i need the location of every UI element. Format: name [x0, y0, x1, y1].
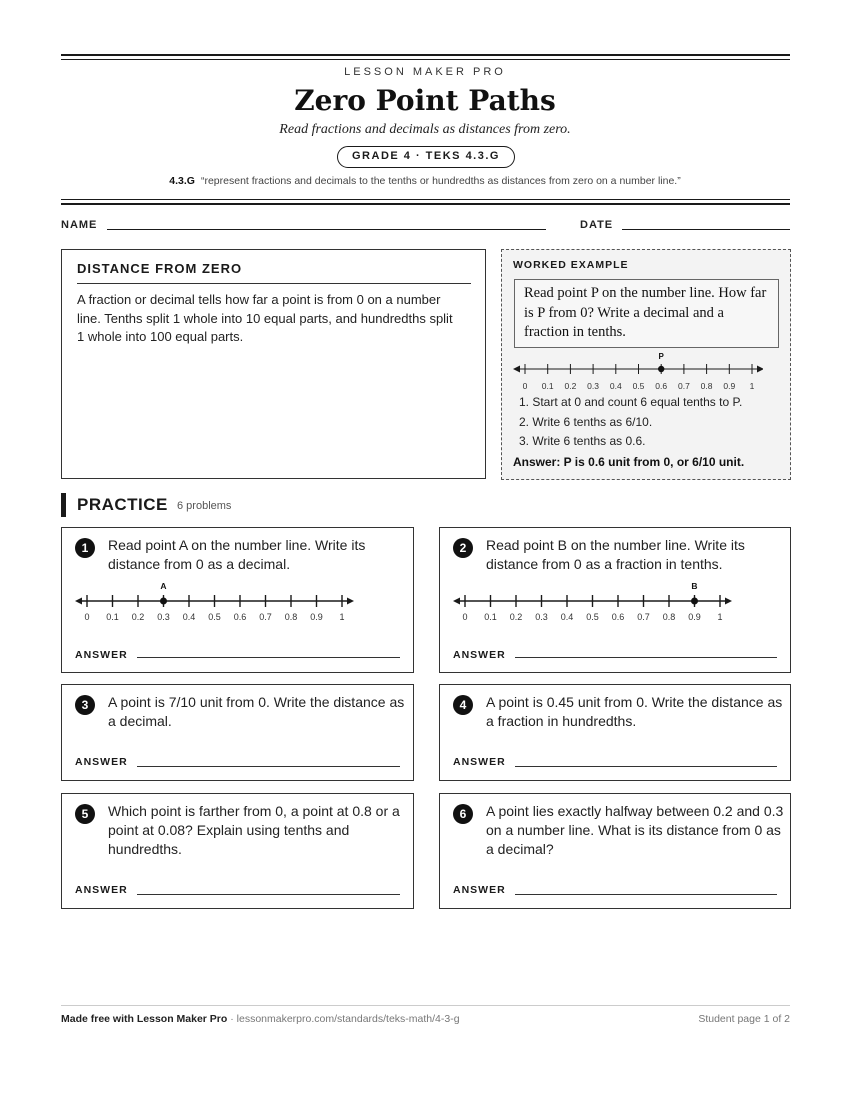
standard-line [0, 175, 850, 187]
tick-label: 0 [84, 612, 90, 622]
tick-label: 0.9 [723, 381, 736, 391]
tick-label: 0.8 [700, 381, 713, 391]
footer-made-with: Made free with Lesson Maker Pro [61, 1013, 228, 1025]
answer-field[interactable] [515, 766, 777, 767]
brand-name: LESSON MAKER PRO [344, 66, 506, 78]
problem-text: A point is 0.45 unit from 0. Write the distance as a fraction in hundredths. [486, 694, 783, 729]
tick-label: 0.6 [655, 381, 668, 391]
footer-page-number: Student page 1 of 2 [698, 1013, 790, 1025]
answer-field[interactable] [515, 894, 777, 895]
tick-label: 0.8 [284, 612, 298, 622]
concept-body: A fraction or decimal tells how far a point is from 0 on a number line. Tenths split 1 whole into 10 equal parts, and hundredths split 1 whole into 100 equal parts. [77, 292, 453, 344]
header-rule-bottom [61, 203, 790, 205]
point-label: P [658, 352, 664, 361]
tick-label: 0.5 [208, 612, 221, 622]
answer-label: ANSWER [453, 756, 506, 768]
problem-text: A point lies exactly halfway between 0.2 and 0.3 on a number line. What is its distance from 0 as a decimal? [486, 803, 784, 857]
practice-accent-bar [61, 493, 66, 517]
tick-label: 0.8 [662, 612, 676, 622]
example-number-line [513, 352, 763, 392]
tick-label: 0.6 [611, 612, 625, 622]
tick-label: 0.2 [131, 612, 145, 622]
tick-label: 0.1 [484, 612, 497, 622]
arrow-left-icon [75, 598, 82, 605]
problem-1-number-line [72, 578, 372, 624]
problem-text: Read point A on the number line. Write its distance from 0 as a decimal. [108, 537, 366, 572]
tick-label: 0.4 [182, 612, 196, 622]
problem-number: 5 [75, 804, 95, 824]
grade-badge: GRADE 4 · TEKS 4.3.G [337, 146, 515, 168]
tick-label: 0.4 [560, 612, 574, 622]
problem-card-1 [61, 527, 414, 673]
tick-label: 0.6 [233, 612, 247, 622]
problem-card-4 [439, 684, 791, 781]
concept-box [61, 249, 486, 479]
step-item: 3. Write 6 tenths as 0.6. [519, 434, 646, 448]
tick-label: 1 [339, 612, 345, 622]
problem-card-5 [61, 793, 414, 909]
step-item: 1. Start at 0 and count 6 equal tenths to P. [519, 395, 743, 409]
point-marker [160, 598, 167, 605]
worked-example-steps [519, 393, 742, 452]
answer-field[interactable] [137, 657, 400, 658]
date-label: DATE [580, 219, 614, 231]
problem-number: 2 [453, 538, 473, 558]
worked-example-box [501, 249, 791, 480]
tick-label: 1 [749, 381, 755, 391]
tick-label: 0.3 [587, 381, 600, 391]
answer-field[interactable] [137, 894, 400, 895]
answer-label: ANSWER [75, 756, 128, 768]
header-rule-bottom-thin [61, 199, 790, 200]
worked-example-prompt: Read point P on the number line. How far is P from 0? Write a decimal and a fraction in tenths. [514, 279, 779, 348]
problem-text: A point is 7/10 unit from 0. Write the distance as a decimal. [108, 694, 405, 729]
answer-label: ANSWER [75, 649, 128, 661]
page-title: Zero Point Paths [294, 84, 556, 117]
problem-card-2 [439, 527, 791, 673]
problem-text: Read point B on the number line. Write its distance from 0 as a fraction in tenths. [486, 537, 745, 572]
header-rule-top-thin [61, 59, 790, 60]
practice-title: PRACTICE [77, 495, 168, 514]
tick-label: 0.9 [688, 612, 701, 622]
answer-label: ANSWER [453, 884, 506, 896]
tick-label: 0 [522, 381, 528, 391]
arrow-right-icon [725, 598, 732, 605]
tick-label: 0.4 [609, 381, 622, 391]
standard-code: 4.3.G [169, 175, 195, 187]
concept-divider [77, 283, 471, 284]
tick-label: 0.3 [157, 612, 170, 622]
step-item: 2. Write 6 tenths as 6/10. [519, 414, 653, 429]
point-label: A [160, 581, 167, 591]
answer-label: ANSWER [453, 649, 506, 661]
answer-field[interactable] [137, 766, 400, 767]
arrow-left-icon [453, 598, 460, 605]
tick-label: 0.5 [586, 612, 599, 622]
footer-rule [61, 1005, 790, 1006]
name-field[interactable] [107, 229, 546, 230]
problem-2-number-line [450, 578, 750, 624]
footer-url[interactable]: · lessonmakerpro.com/standards/teks-math/4-3-g [230, 1013, 460, 1025]
name-label: NAME [61, 219, 98, 231]
problem-card-3 [61, 684, 414, 781]
standard-text: “represent fractions and decimals to the tenths or hundredths as distances from zero on a number line.” [200, 175, 681, 187]
problem-card-6 [439, 793, 791, 909]
tick-label: 0.7 [677, 381, 690, 391]
footer-credit [61, 1013, 460, 1025]
header-rule-top [61, 54, 790, 56]
answer-label: ANSWER [75, 884, 128, 896]
worked-example-label: WORKED EXAMPLE [513, 259, 629, 271]
answer-field[interactable] [515, 657, 777, 658]
problem-number: 3 [75, 695, 95, 715]
tick-label: 0.5 [632, 381, 645, 391]
practice-count: 6 problems [177, 500, 232, 512]
concept-heading: DISTANCE FROM ZERO [77, 261, 243, 276]
tick-label: 0.9 [310, 612, 323, 622]
tick-label: 0.2 [564, 381, 577, 391]
tick-label: 0.3 [535, 612, 548, 622]
point-label: B [691, 581, 698, 591]
problem-text: Which point is farther from 0, a point at 0.8 or a point at 0.08? Explain using tenths and hundredths. [108, 803, 400, 857]
point-marker [658, 366, 664, 372]
worked-example-answer: Answer: P is 0.6 unit from 0, or 6/10 unit. [513, 455, 745, 469]
tick-label: 0.1 [541, 381, 554, 391]
tick-label: 0.7 [637, 612, 650, 622]
tick-label: 1 [717, 612, 723, 622]
date-field[interactable] [622, 229, 790, 230]
problem-number: 1 [75, 538, 95, 558]
tick-label: 0.7 [259, 612, 272, 622]
tick-label: 0 [462, 612, 468, 622]
arrow-right-icon [757, 366, 763, 373]
point-marker [691, 598, 698, 605]
page-subtitle: Read fractions and decimals as distances from zero. [279, 122, 571, 137]
arrow-right-icon [347, 598, 354, 605]
tick-label: 0.1 [106, 612, 119, 622]
problem-number: 4 [453, 695, 473, 715]
arrow-left-icon [513, 366, 520, 373]
tick-label: 0.2 [509, 612, 523, 622]
problem-number: 6 [453, 804, 473, 824]
